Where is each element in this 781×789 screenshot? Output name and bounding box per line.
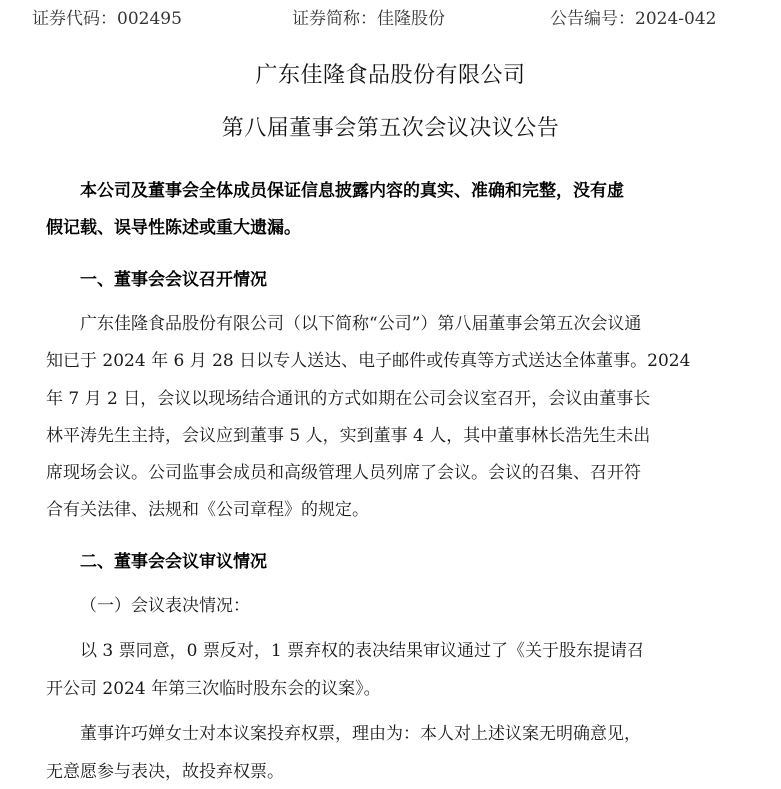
notice-number: 公告编号：2024-042: [550, 9, 717, 29]
section1-line: 年 7 月 2 日，会议以现场结合通讯的方式如期在公司会议室召开，会议由董事长: [46, 389, 651, 409]
stock-code: 证券代码：002495: [32, 9, 182, 29]
stock-abbreviation: 证券简称：佳隆股份: [292, 9, 445, 29]
section1-heading: 一、董事会会议召开情况: [80, 270, 267, 290]
section1-line: 广东佳隆食品股份有限公司（以下简称“公司”）第八届董事会第五次会议通: [80, 314, 642, 334]
section2-heading: 二、董事会会议审议情况: [80, 552, 267, 572]
vote-subheading: （一）会议表决情况：: [80, 596, 250, 616]
vote-line: 开公司 2024 年第三次临时股东会的议案》。: [46, 679, 381, 699]
section1-line: 合有关法律、法规和《公司章程》的规定。: [46, 500, 369, 520]
vote-line: 以 3 票同意，0 票反对，1 票弃权的表决结果审议通过了《关于股东提请召: [80, 641, 645, 661]
statement-line-2: 假记载、误导性陈述或重大遗漏。: [46, 218, 301, 238]
document-header: [0, 4, 781, 28]
section1-line: 林平涛先生主持，会议应到董事 5 人，实到董事 4 人，其中董事林长浩先生未出: [46, 426, 651, 446]
abstain-line: 无意愿参与表决，故投弃权票。: [46, 762, 284, 782]
section1-line: 知已于 2024 年 6 月 28 日以专人送达、电子邮件或传真等方式送达全体董事。2024: [46, 351, 691, 371]
section1-line: 席现场会议。公司监事会成员和高级管理人员列席了会议。会议的召集、召开符: [46, 463, 641, 483]
company-title: 广东佳隆食品股份有限公司: [255, 63, 526, 88]
notice-title: 第八届董事会第五次会议决议公告: [221, 116, 560, 141]
statement-line-1: 本公司及董事会全体成员保证信息披露内容的真实、准确和完整，没有虚: [80, 181, 624, 201]
abstain-line: 董事许巧婵女士对本议案投弃权票，理由为：本人对上述议案无明确意见，: [80, 724, 641, 744]
